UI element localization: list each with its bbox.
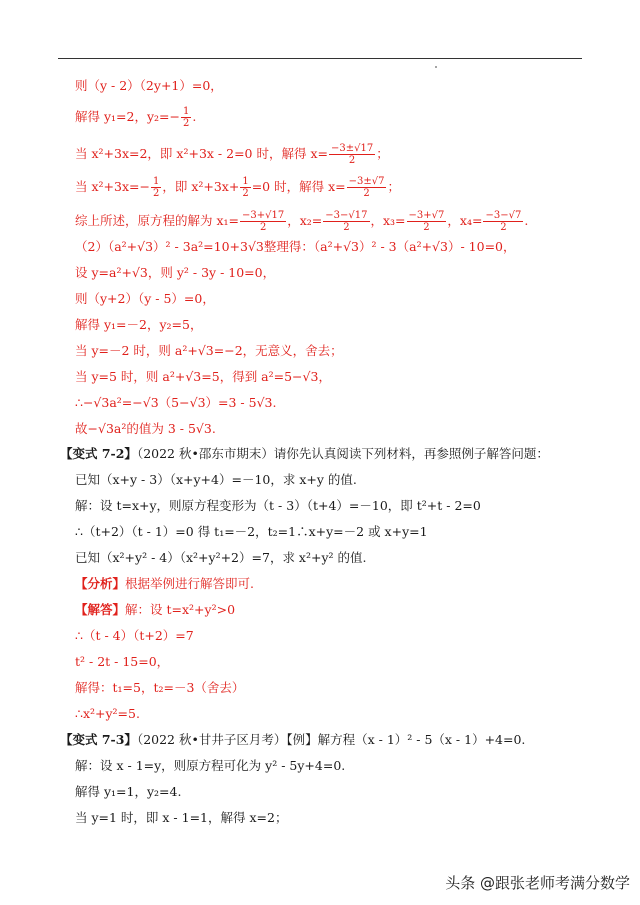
line-text: 解：设 x - 1=y，则原方程可化为 y² - 5y+4=0. (75, 758, 346, 773)
fraction (240, 210, 286, 233)
fraction (329, 143, 375, 166)
decorative-dot (435, 66, 437, 68)
fraction-denominator: 2 (242, 188, 249, 199)
fraction-denominator: 2 (500, 222, 507, 233)
text-line-l09 (75, 317, 202, 333)
fraction-denominator: 2 (343, 222, 350, 233)
fraction-numerator: 1 (183, 106, 190, 117)
line-text: 当 x²+3x=− (75, 179, 150, 194)
line-text: ∴（t - 4）（t+2）=7 (75, 628, 194, 643)
line-text: 已知（x²+y² - 4）（x²+y²+2）=7，求 x²+y² 的值. (75, 550, 367, 565)
line-text-cont: ，x₂= (287, 213, 323, 228)
text-line-l25 (60, 732, 525, 748)
fraction-denominator: 2 (152, 188, 160, 199)
fraction (151, 176, 161, 199)
text-line-l07 (75, 265, 275, 281)
line-text: 则（y - 2）（2y+1）=0， (75, 78, 223, 93)
line-text: t² - 2t - 15=0， (75, 654, 170, 669)
fraction-denominator: 2 (423, 222, 430, 233)
fraction-denominator: 2 (183, 118, 190, 129)
fraction-numerator: −3+√7 (408, 210, 445, 221)
text-line-l22 (75, 654, 169, 670)
line-text: 解得 y₁=1，y₂=4. (75, 784, 182, 799)
fraction-denominator: 2 (259, 222, 267, 233)
text-line-l18 (75, 550, 366, 566)
text-line-l24 (75, 706, 140, 722)
fraction (407, 210, 447, 233)
text-line-l27 (75, 784, 181, 800)
line-text-cont: =0 时，解得 x= (251, 179, 346, 194)
text-line-l21 (75, 628, 194, 644)
fraction (323, 210, 369, 233)
line-text: 解：设 t=x²+y²>0 (125, 602, 236, 617)
line-tail: ； (376, 146, 389, 161)
line-text: 当 y=1 时，即 x - 1=1，解得 x=2； (75, 810, 288, 825)
text-line-l06 (75, 239, 516, 255)
fraction-denominator: 2 (348, 155, 356, 166)
line-text: 综上所述，原方程的解为 x₁= (75, 213, 240, 228)
line-text: 则（y+2）（y - 5）=0， (75, 291, 215, 306)
line-text: 当 y=－2 时，则 a²+√3=−2，无意义，舍去； (75, 343, 343, 358)
fraction-denominator: 2 (363, 188, 370, 199)
fraction-numerator: −3−√17 (325, 210, 368, 221)
text-line-l10 (75, 343, 343, 359)
fraction-numerator: −3+√17 (242, 210, 285, 221)
fraction (181, 106, 191, 129)
fraction (483, 210, 523, 233)
line-text: （2022 秋•甘井子区月考）【例】解方程（x - 1）² - 5（x - 1）+4=0. (136, 732, 526, 747)
text-line-l02 (75, 106, 196, 129)
line-tail: . (524, 213, 529, 228)
text-line-l04 (75, 176, 400, 199)
fraction (240, 176, 250, 199)
text-line-l16 (75, 498, 481, 514)
line-text: 当 y=5 时，则 a²+√3=5，得到 a²=5−√3， (75, 369, 331, 384)
line-text: 故−√3a²的值为 3 - 5√3. (75, 421, 216, 436)
text-line-l05 (75, 210, 528, 233)
fraction-numerator: 1 (152, 176, 160, 187)
line-text: 解得 y₁=－2，y₂=5， (75, 317, 203, 332)
text-line-l17 (75, 524, 428, 540)
line-text: ∴x²+y²=5. (75, 706, 140, 721)
line-tail: ； (387, 179, 400, 194)
section-label: 【变式 7-2】 (60, 446, 137, 461)
line-tail: . (192, 109, 197, 124)
text-line-l11 (75, 369, 331, 385)
line-text: 设 y=a²+√3，则 y² - 3y - 10=0， (75, 265, 276, 280)
text-line-l19 (75, 576, 254, 592)
line-text: ∴（t+2）（t - 1）=0 得 t₁=－2，t₂=1∴x+y=－2 或 x+y=1 (75, 524, 428, 539)
line-text: 解得 y₁=2，y₂=− (75, 109, 180, 124)
line-text: 解得：t₁=5，t₂=－3（舍去） (75, 680, 245, 695)
header-rule (58, 58, 582, 59)
text-line-l08 (75, 291, 215, 307)
line-text: （2）（a²+√3）² - 3a²=10+3√3整理得：（a²+√3）² - 3（a²+√3）- 10=0， (75, 239, 516, 254)
text-line-l23 (75, 680, 244, 696)
text-line-l01 (75, 78, 223, 94)
fraction-numerator: −3±√7 (348, 176, 385, 187)
fraction (347, 176, 387, 199)
text-line-l20 (75, 602, 235, 618)
section-label: 【变式 7-3】 (60, 732, 137, 747)
text-line-l26 (75, 758, 345, 774)
section-label: 【分析】 (75, 576, 126, 591)
watermark-footer: 头条 @跟张老师考满分数学 (445, 874, 630, 892)
line-text: 当 x²+3x=2，即 x²+3x - 2=0 时，解得 x= (75, 146, 328, 161)
text-line-l15 (75, 472, 357, 488)
line-text: 已知（x+y - 3）（x+y+4）=－10，求 x+y 的值. (75, 472, 357, 487)
line-text-cont: ，x₃= (370, 213, 406, 228)
text-line-l14 (60, 446, 549, 462)
text-line-l13 (75, 421, 216, 437)
text-line-l12 (75, 395, 276, 411)
line-text: 解：设 t=x+y，则原方程变形为（t - 3）（t+4）=－10，即 t²+t - 2=0 (75, 498, 481, 513)
line-text-cont: ，x₄= (447, 213, 483, 228)
text-line-l03 (75, 143, 389, 166)
line-text-cont: ，即 x²+3x+ (162, 179, 240, 194)
section-label: 【解答】 (75, 602, 126, 617)
line-text: ∴−√3a²=−√3（5−√3）=3 - 5√3. (75, 395, 277, 410)
line-text: （2022 秋•邵东市期末）请你先认真阅读下列材料，再参照例子解答问题： (136, 446, 549, 461)
fraction-numerator: −3−√7 (485, 210, 522, 221)
fraction-numerator: −3±√17 (330, 143, 374, 154)
text-line-l28 (75, 810, 287, 826)
line-text: 根据举例进行解答即可. (125, 576, 254, 591)
fraction-numerator: 1 (242, 176, 249, 187)
